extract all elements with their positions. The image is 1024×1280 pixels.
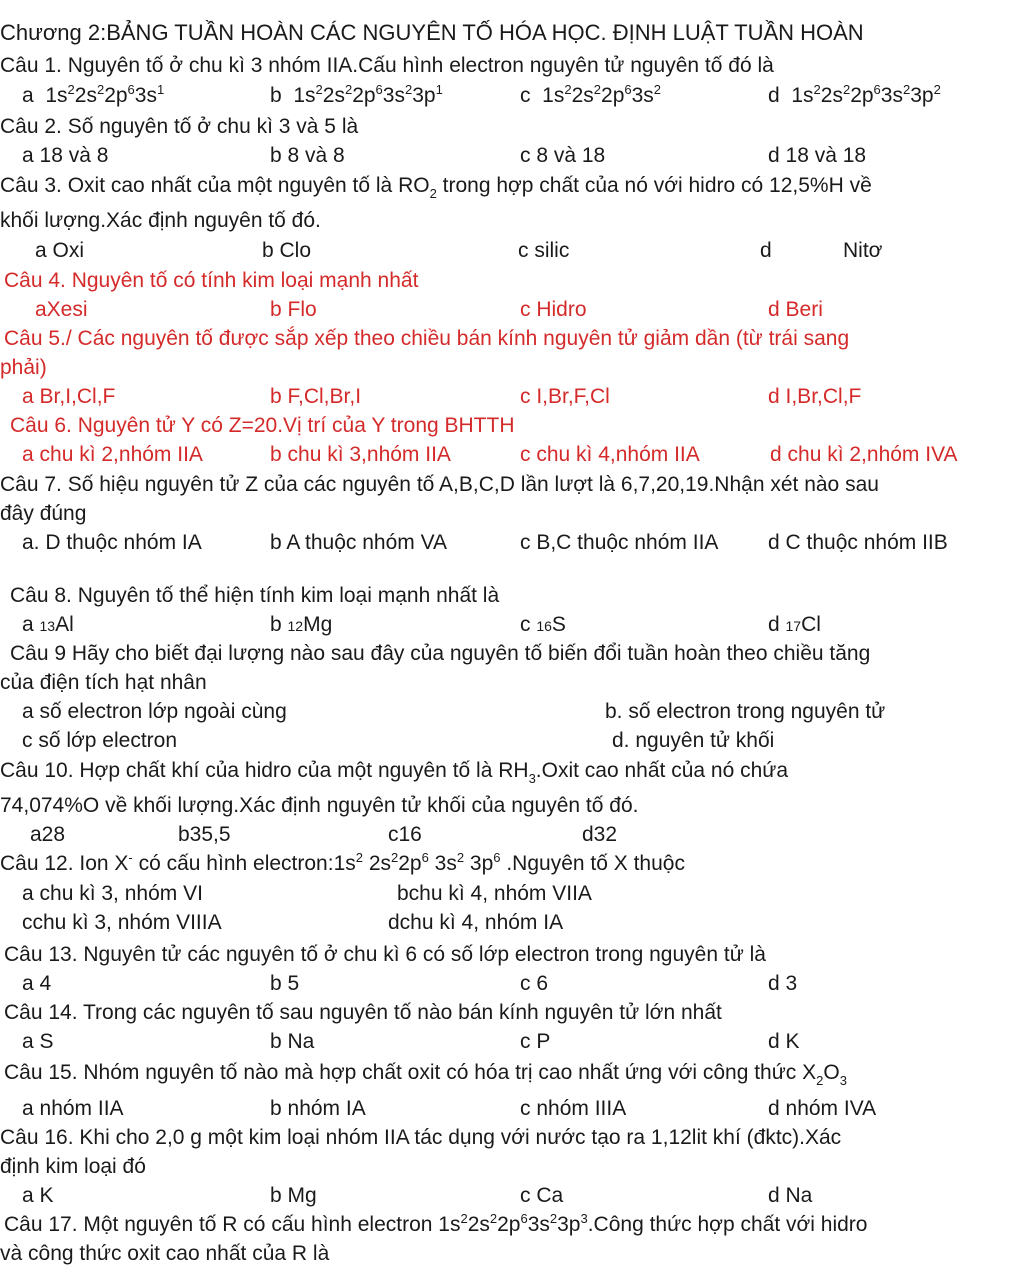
q15-option-c: c nhóm IIIA	[520, 1097, 627, 1120]
q7-option-d: d C thuộc nhóm IIB	[768, 531, 948, 554]
q14-option-a: a S	[22, 1030, 54, 1053]
question-1: Câu 1. Nguyên tố ở chu kì 3 nhóm IIA.Cấu hình electron nguyên tử nguyên tố đó là	[0, 54, 774, 77]
q13-option-c: c 6	[520, 972, 549, 995]
question-4: Câu 4. Nguyên tố có tính kim loại mạnh nhất	[4, 269, 419, 292]
q5-option-b: b F,Cl,Br,I	[270, 385, 362, 408]
q6-option-a: a chu kì 2,nhóm IIA	[22, 443, 203, 466]
q16-option-c: c Ca	[520, 1184, 564, 1207]
q4-option-d: d Beri	[768, 298, 823, 321]
chapter-title: Chương 2:BẢNG TUẦN HOÀN CÁC NGUYÊN TỐ HÓA HỌC. ĐỊNH LUẬT TUẦN HOÀN	[0, 20, 864, 45]
question-2: Câu 2. Số nguyên tố ở chu kì 3 và 5 là	[0, 115, 359, 138]
q1-option-a: a $1s^22s^22p^63s^1$	[22, 82, 165, 107]
q14-option-d: d K	[768, 1030, 800, 1053]
question-8: Câu 8. Nguyên tố thể hiện tính kim loại mạnh nhất là	[10, 584, 500, 607]
q2-option-c: c 8 và 18	[520, 144, 606, 167]
q13-option-a: a 4	[22, 972, 52, 995]
q4-option-b: b Flo	[270, 298, 317, 321]
question-5-cont: phải)	[0, 356, 47, 379]
q14-option-c: c P	[520, 1030, 551, 1053]
q3-option-d-value: Nitơ	[843, 239, 883, 262]
question-9: Câu 9 Hãy cho biết đại lượng nào sau đây của nguyên tố biến đổi tuần hoàn theo chiều tăng	[10, 642, 871, 665]
q2-option-a: a 18 và 8	[22, 144, 109, 167]
q6-option-c: c chu kì 4,nhóm IIA	[520, 443, 700, 466]
q7-option-a: a. D thuộc nhóm IA	[22, 531, 202, 554]
question-9-cont: của điện tích hạt nhân	[0, 671, 207, 694]
question-17: Câu 17. Một nguyên tố R có cấu hình electron $1s^22s^22p^63s^23p^3.Công$ thức hợp chất với hidro	[4, 1211, 868, 1236]
q13-option-b: b 5	[270, 972, 300, 995]
q3-option-c: c silic	[518, 239, 570, 262]
q5-option-d: d I,Br,Cl,F	[768, 385, 862, 408]
q7-option-c: c B,C thuộc nhóm IIA	[520, 531, 719, 554]
q9-option-c: c số lớp electron	[22, 729, 178, 752]
question-7: Câu 7. Số hiệu nguyên tử Z của các nguyên tố A,B,C,D lần lượt là 6,7,20,19.Nhận xét nào sau	[0, 473, 879, 496]
question-12: Câu 12. Ion X- có cấu hình $electron:1s^2$ $2s^22p^6$ $3s^2$ $3p^6$ .Nguyên tố X thuộc	[0, 850, 685, 875]
question-3: Câu 3. Oxit cao nhất của một nguyên tố là $RO_2$ trong hợp chất của nó với hidro có 12,5%H về	[0, 174, 872, 201]
question-16: Câu 16. Khi cho 2,0 g một kim loại nhóm IIA tác dụng với nước tạo ra 1,12lit khí (đktc).Xác	[0, 1126, 842, 1149]
question-13: Câu 13. Nguyên tử các nguyên tố ở chu kì 6 có số lớp electron trong nguyên tử là	[4, 943, 766, 966]
question-5: Câu 5./ Các nguyên tố được sắp xếp theo chiều bán kính nguyên tử giảm dần (từ trái sang	[4, 327, 850, 350]
q4-option-a: aXesi	[35, 298, 88, 321]
question-6: Câu 6. Nguyên tử Y có Z=20.Vị trí của Y trong BHTTH	[10, 414, 515, 437]
q10-option-a: a28	[30, 823, 66, 846]
q1-option-c: c $1s^22s^22p^63s^2$	[520, 82, 662, 107]
q1-option-d: d $1s^22s^22p^63s^23p^2$	[768, 82, 941, 107]
q16-option-a: a K	[22, 1184, 54, 1207]
q3-option-a: a Oxi	[35, 239, 85, 262]
q6-option-d: d chu kì 2,nhóm IVA	[770, 443, 958, 466]
q8-option-c: c 16S	[520, 613, 566, 636]
q2-option-d: d 18 và 18	[768, 144, 867, 167]
q8-option-d: d 17Cl	[768, 613, 821, 636]
q16-option-b: b Mg	[270, 1184, 317, 1207]
question-16-cont: định kim loại đó	[0, 1155, 146, 1178]
q10-option-c: c16	[388, 823, 422, 846]
question-7-cont: đây đúng	[0, 502, 87, 525]
q12-option-a: a chu kì 3, nhóm VI	[22, 882, 203, 905]
q10-option-b: b35,5	[178, 823, 231, 846]
q14-option-b: b Na	[270, 1030, 315, 1053]
question-14: Câu 14. Trong các nguyên tố sau nguyên tố nào bán kính nguyên tử lớn nhất	[4, 1001, 722, 1024]
question-10: Câu 10. Hợp chất khí của hidro của một nguyên tố là $RH_3.Oxit$ cao nhất của nó chứa	[0, 759, 789, 786]
question-17-cont: và công thức oxit cao nhất của R là	[0, 1242, 330, 1265]
q4-option-c: c Hidro	[520, 298, 587, 321]
q15-option-b: b nhóm IA	[270, 1097, 366, 1120]
q2-option-b: b 8 và 8	[270, 144, 345, 167]
q9-option-b: b. số electron trong nguyên tử	[605, 700, 886, 723]
q10-option-d: d32	[582, 823, 618, 846]
q16-option-d: d Na	[768, 1184, 813, 1207]
q8-option-a: a 13Al	[22, 613, 74, 636]
q9-option-d: d. nguyên tử khối	[612, 729, 775, 752]
q1-option-b: b $1s^22s^22p^63s^23p^1$	[270, 82, 443, 107]
question-3-cont: khối lượng.Xác định nguyên tố đó.	[0, 209, 321, 232]
q7-option-b: b A thuộc nhóm VA	[270, 531, 448, 554]
q5-option-a: a Br,I,Cl,F	[22, 385, 116, 408]
q12-option-d: dchu kì 4, nhóm IA	[388, 911, 564, 934]
q9-option-a: a số electron lớp ngoài cùng	[22, 700, 287, 723]
q3-option-b: b Clo	[262, 239, 312, 262]
q12-option-b: bchu kì 4, nhóm VIIA	[397, 882, 592, 905]
question-15: Câu 15. Nhóm nguyên tố nào mà hợp chất oxit có hóa trị cao nhất ứng với công thức $X_2O_3$	[4, 1061, 847, 1088]
q3-option-d: d	[760, 239, 772, 262]
q6-option-b: b chu kì 3,nhóm IIA	[270, 443, 451, 466]
q15-option-a: a nhóm IIA	[22, 1097, 124, 1120]
q13-option-d: d 3	[768, 972, 798, 995]
q15-option-d: d nhóm IVA	[768, 1097, 877, 1120]
q12-option-c: cchu kì 3, nhóm VIIIA	[22, 911, 222, 934]
q8-option-b: b 12Mg	[270, 613, 333, 636]
q5-option-c: c I,Br,F,Cl	[520, 385, 610, 408]
question-10-cont: 74,074%O về khối lượng.Xác định nguyên tử khối của nguyên tố đó.	[0, 794, 639, 817]
